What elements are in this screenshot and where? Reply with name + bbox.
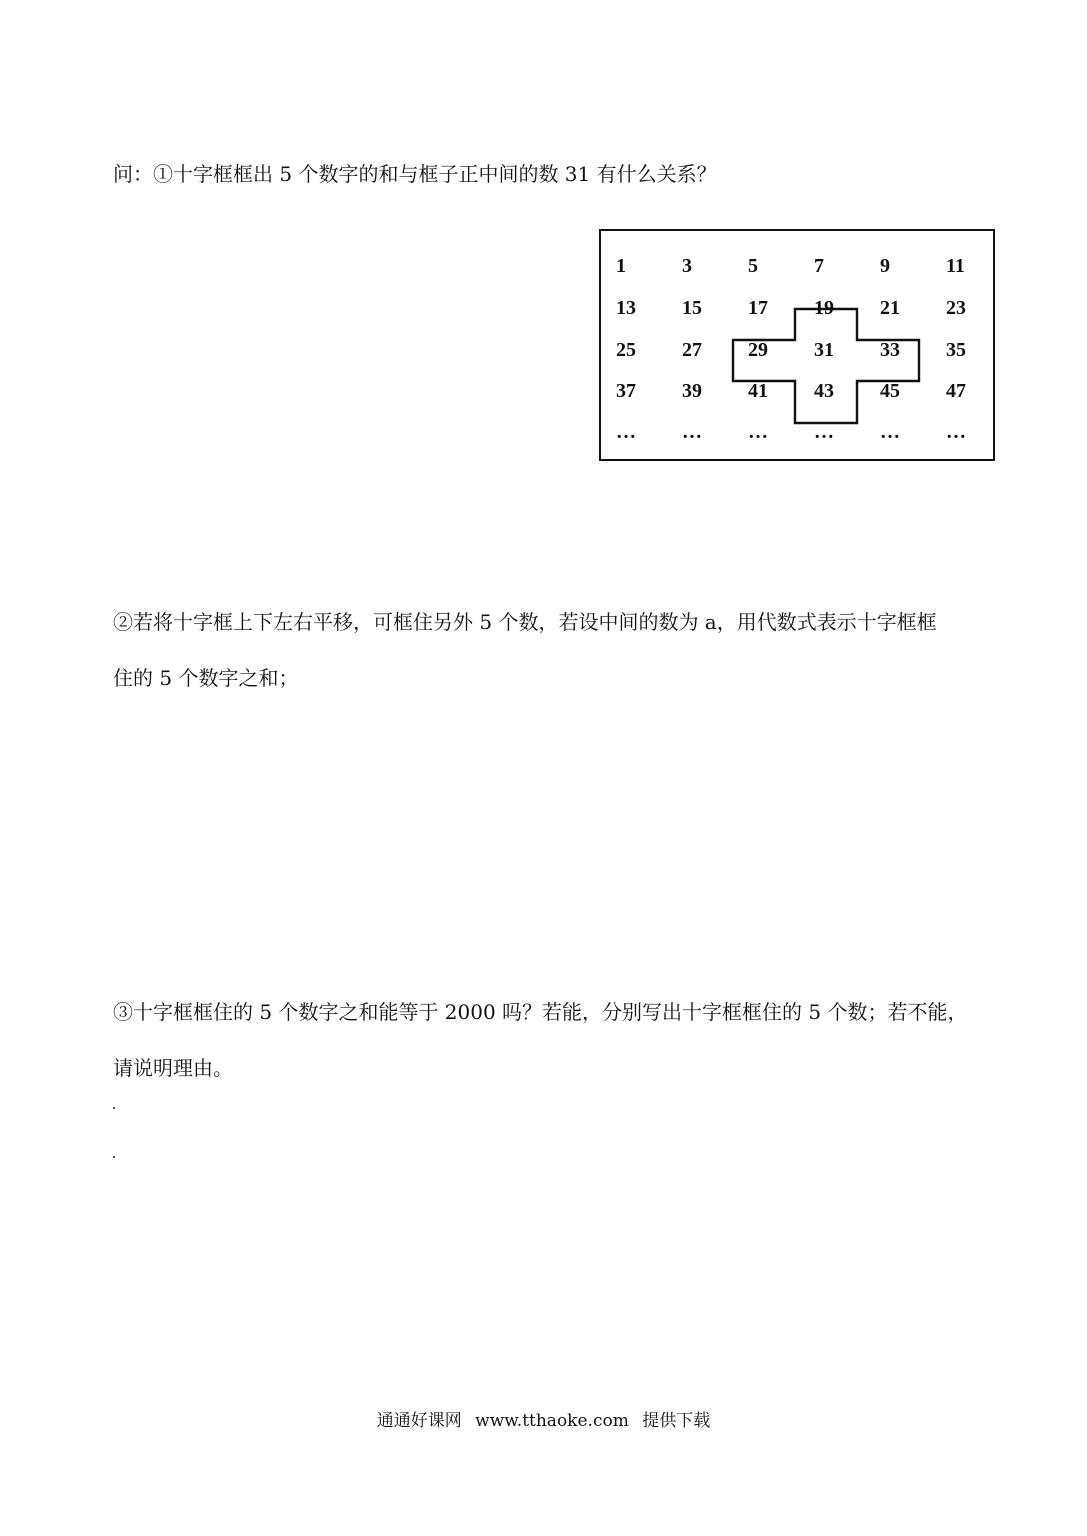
grid-cell-r2-c4: 33 xyxy=(880,339,900,361)
grid-cell-r0-c3: 7 xyxy=(814,255,824,277)
grid-cell-r4-c5: … xyxy=(946,421,966,443)
cross-frame xyxy=(733,309,919,423)
question-1-text: 问：①十字框框出 5 个数字的和与框子正中间的数 31 有什么关系？ xyxy=(113,162,717,186)
grid-cell-r3-c5: 47 xyxy=(946,380,966,402)
question-2-line-1: ②若将十字框上下左右平移，可框住另外 5 个数，若设中间的数为 a，用代数式表示十字框框 xyxy=(113,610,937,634)
grid-cell-r3-c2: 41 xyxy=(748,380,768,402)
grid-cell-r1-c5: 23 xyxy=(946,297,966,319)
grid-cell-r3-c3: 43 xyxy=(814,380,834,402)
grid-cell-r1-c0: 13 xyxy=(616,297,636,319)
grid-cell-r2-c5: 35 xyxy=(946,339,966,361)
question-1 xyxy=(113,154,993,194)
grid-cell-r1-c4: 21 xyxy=(880,297,900,319)
grid-cell-r2-c2: 29 xyxy=(748,339,768,361)
footer-url[interactable]: www.tthaoke.com xyxy=(475,1411,629,1431)
grid-cell-r0-c1: 3 xyxy=(682,255,692,277)
grid-cell-r2-c3: 31 xyxy=(814,339,834,361)
footer-suffix: 提供下载 xyxy=(642,1411,711,1431)
grid-cell-r1-c2: 17 xyxy=(748,297,768,319)
question-2-line-2: 住的 5 个数字之和； xyxy=(113,666,299,690)
grid-cell-r3-c0: 37 xyxy=(616,380,636,402)
stray-dot xyxy=(113,1107,115,1109)
grid-cell-r3-c1: 39 xyxy=(682,380,702,402)
stray-dot xyxy=(113,1156,115,1158)
grid-cell-r1-c1: 15 xyxy=(682,297,702,319)
grid-cell-r0-c2: 5 xyxy=(748,255,758,277)
grid-cell-r1-c3: 19 xyxy=(814,297,834,319)
question-3-line-1: ③十字框框住的 5 个数字之和能等于 2000 吗？若能，分别写出十字框框住的 5 个数；若不能， xyxy=(113,1000,968,1024)
grid-cell-r4-c1: … xyxy=(682,421,702,443)
grid-cell-r0-c0: 1 xyxy=(616,255,626,277)
question-3-line-2: 请说明理由。 xyxy=(113,1056,233,1080)
number-grid-box xyxy=(599,229,995,461)
footer-site-name: 通通好课网 xyxy=(376,1411,462,1431)
grid-cell-r2-c0: 25 xyxy=(616,339,636,361)
grid-cell-r0-c5: 11 xyxy=(946,255,965,277)
grid-cell-r4-c3: … xyxy=(814,421,834,443)
number-grid xyxy=(601,231,993,459)
footer xyxy=(0,1406,1087,1431)
grid-cell-r2-c1: 27 xyxy=(682,339,702,361)
grid-cell-r4-c0: … xyxy=(616,421,636,443)
grid-cell-r0-c4: 9 xyxy=(880,255,890,277)
question-2 xyxy=(113,594,993,706)
grid-cell-r3-c4: 45 xyxy=(880,380,900,402)
grid-cell-r4-c4: … xyxy=(880,421,900,443)
question-3 xyxy=(113,984,993,1096)
grid-cell-r4-c2: … xyxy=(748,421,768,443)
